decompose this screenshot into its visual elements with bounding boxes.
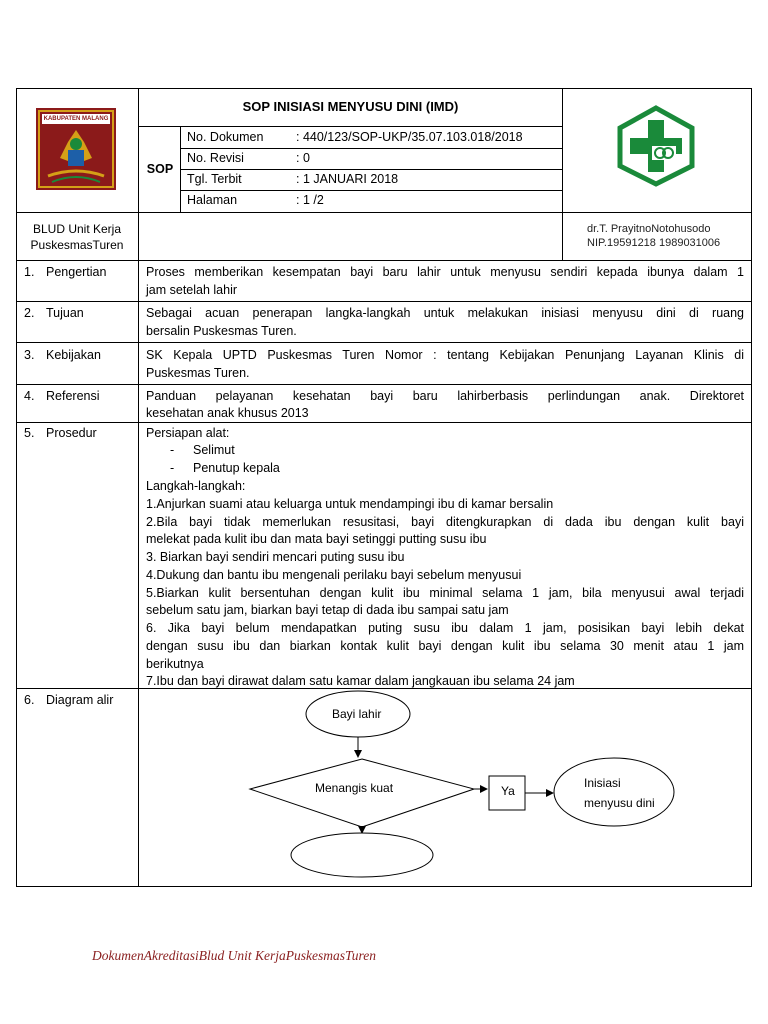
table-line-row3 [16,384,752,385]
sop-label: SOP [146,162,174,176]
referensi-line-1: Panduan pelayanan kesehatan bayi baru lahirberbasis perlindungan anak. Direktoret [146,389,744,403]
org-name-line1: BLUD Unit Kerja [32,222,122,236]
section-label-tujuan: Tujuan [46,306,84,320]
flow-end-node [554,758,674,826]
left-logo-text: KABUPATEN MALANG [43,116,109,122]
list-item-penutup-kepala: Penutup kepala [193,461,280,475]
kebijakan-line-2: Puskesmas Turen. [146,366,250,380]
meta-label-no-revisi: No. Revisi [187,151,244,165]
document-title: SOP INISIASI MENYUSU DINI (IMD) [242,99,459,114]
flow-bottom-node [291,833,433,877]
tujuan-line-1: Sebagai acuan penerapan langka-langkah untuk melakukan inisiasi menyusu dini di ruang [146,306,744,320]
section-number: 3. [24,348,35,362]
step-6-line-2: dengan susu ibu dan biarkan kontak kulit bayi dengan kulit ibu selama 30 menit atau 1 jam [146,639,744,653]
step-2-line-2: melekat pada kulit ibu dan mata bayi setinggi putting susu ibu [146,532,487,546]
step-5-line-1: 5.Biarkan kulit bersentuhan dengan kulit ibu minimal selama 1 jam, bila menyusui awal terjadi [146,586,744,600]
meta-value-no-revisi: : 0 [296,151,310,165]
step-6-line-1: 6. Jika bayi belum mendapatkan puting susu ibu dalam 1 jam, posisikan bayi lebih dekat [146,621,744,635]
flow-end-label-line1: Inisiasi [584,776,621,790]
table-line-row2 [16,342,752,343]
meta-label-tgl-terbit: Tgl. Terbit [187,172,242,186]
meta-value-halaman: : 1 /2 [296,193,324,207]
table-line-row4 [16,422,752,423]
flow-end-label-line2: menyusu dini [584,796,655,810]
section-number: 4. [24,389,35,403]
meta-value-tgl-terbit: : 1 JANUARI 2018 [296,172,399,186]
kebijakan-line-1: SK Kepala UPTD Puskesmas Turen Nomor : tentang Kebijakan Penunjang Layanan Klinis di [146,348,744,362]
langkah-title: Langkah-langkah: [146,479,246,493]
list-item-selimut: Selimut [193,443,235,457]
meta-label-no-dokumen: No. Dokumen [187,130,264,144]
section-number: 2. [24,306,35,320]
list-bullet: - [170,461,175,475]
section-label-pengertian: Pengertian [46,265,107,279]
meta-label-halaman: Halaman [187,193,238,207]
table-line-row1 [16,301,752,302]
step-2-line-1: 2.Bila bayi tidak memerlukan resusitasi, bayi ditengkurapkan di dada ibu dengan kulit bayi [146,515,744,529]
section-label-referensi: Referensi [46,389,100,403]
flow-yes-label: Ya [501,784,515,798]
left-logo [34,106,118,192]
puskesmas-logo [614,104,698,188]
step-6-line-3: berikutnya [146,657,204,671]
page-footer: DokumenAkreditasiBlud Unit KerjaPuskesmasTuren [92,948,376,963]
pengertian-line-2: jam setelah lahir [146,283,238,297]
org-name-line2: PuskesmasTuren [30,238,124,252]
flow-decision-label: Menangis kuat [315,781,394,795]
flow-start-label: Bayi lahir [332,707,382,721]
tujuan-line-2: bersalin Puskesmas Turen. [146,324,297,338]
persiapan-title: Persiapan alat: [146,426,230,440]
step-3: 3. Biarkan bayi sendiri mencari puting susu ibu [146,550,405,564]
signer-nip: NIP.19591218 1989031006 [587,237,721,249]
section-label-diagram: Diagram alir [46,693,114,707]
section-label-kebijakan: Kebijakan [46,348,101,362]
pengertian-line-1: Proses memberikan kesempatan bayi baru lahir untuk menyusu sendiri kepada ibunya dalam 1 [146,265,744,279]
meta-value-no-dokumen: : 440/123/SOP-UKP/35.07.103.018/2018 [296,130,523,144]
signer-name: dr.T. PrayitnoNotohusodo [587,223,711,235]
table-border-right [751,88,752,887]
table-border-left [16,88,17,887]
step-4: 4.Dukung dan bantu ibu mengenali perilaku bayi sebelum menyusui [146,568,522,582]
section-number: 5. [24,426,35,440]
list-bullet: - [170,443,175,457]
table-line-sig-bottom [16,260,752,261]
step-1: 1.Anjurkan suami atau keluarga untuk mendampingi ibu di kamar bersalin [146,497,554,511]
table-line-header-bottom [16,212,752,213]
table-border-top [16,88,752,89]
flowchart [139,689,751,886]
section-number: 1. [24,265,35,279]
table-line-title-bottom [138,126,563,127]
table-line-meta3 [180,190,563,191]
section-number: 6. [24,693,35,707]
referensi-line-2: kesehatan anak khusus 2013 [146,406,309,420]
table-border-bottom [16,886,752,887]
step-5-line-2: sebelum satu jam, biarkan bayi tetap di dada ibu sampai satu jam [146,603,509,617]
section-label-prosedur: Prosedur [46,426,97,440]
step-7: 7.Ibu dan bayi dirawat dalam satu kamar dalam jangkauan ibu selama 24 jam [146,674,575,688]
